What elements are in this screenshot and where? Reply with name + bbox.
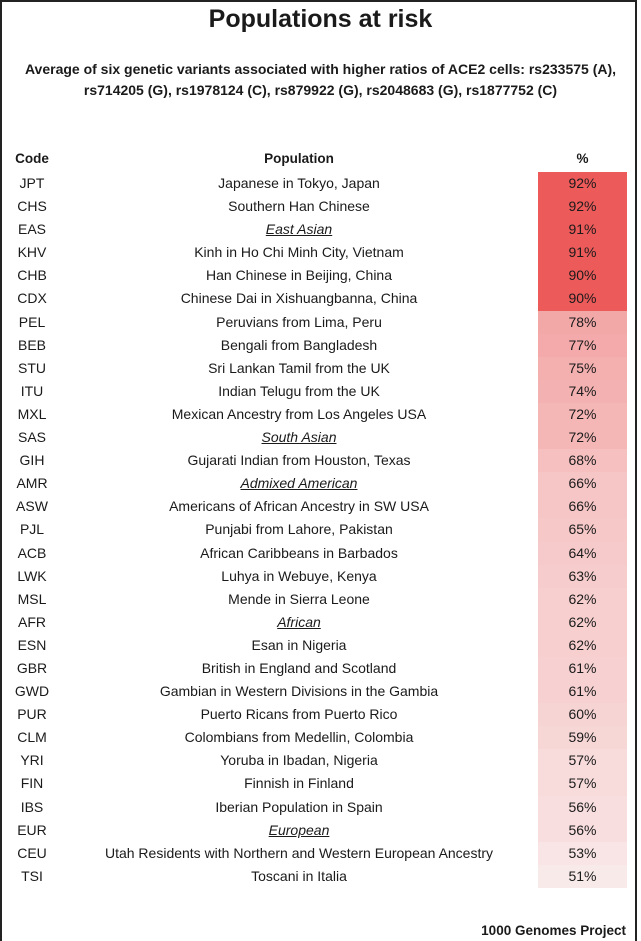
population-code: MXL <box>17 405 47 422</box>
percent-cell: 56% <box>538 819 627 842</box>
population-name: Southern Han Chinese <box>228 198 370 215</box>
population-code: BEB <box>17 336 46 353</box>
table-row <box>2 588 639 611</box>
percent-cell: 60% <box>538 703 627 726</box>
region-name: Admixed American <box>240 475 358 492</box>
population-code: AMR <box>16 475 48 492</box>
population-name: Esan in Nigeria <box>251 636 347 653</box>
percent-cell: 59% <box>538 726 627 749</box>
population-name: Utah Residents with Northern and Western European Ancestry <box>104 844 494 861</box>
table-row <box>2 657 639 680</box>
population-code: GBR <box>16 659 48 676</box>
population-name: Iberian Population in Spain <box>215 798 383 815</box>
population-code: CHB <box>17 267 47 284</box>
table-row <box>2 634 639 657</box>
percent-cell: 62% <box>538 611 627 634</box>
population-code: ITU <box>20 382 44 399</box>
percent-cell: 72% <box>538 403 627 426</box>
population-code: KHV <box>17 244 47 261</box>
percent-cell: 68% <box>538 449 627 472</box>
population-code: ACB <box>17 544 47 561</box>
table-row <box>2 749 639 772</box>
population-table <box>2 172 639 888</box>
table-row <box>2 311 639 334</box>
population-code: CHS <box>17 198 47 215</box>
table-row <box>2 680 639 703</box>
column-header-percent: % <box>576 151 589 166</box>
percent-cell: 72% <box>538 426 627 449</box>
percent-cell: 56% <box>538 796 627 819</box>
population-code: AFR <box>18 613 46 630</box>
population-code: SAS <box>17 429 46 446</box>
population-code: ESN <box>17 636 47 653</box>
table-row <box>2 172 639 195</box>
percent-cell: 74% <box>538 380 627 403</box>
percent-cell: 61% <box>538 657 627 680</box>
table-row <box>2 472 639 495</box>
table-row <box>2 357 639 380</box>
population-name: Mexican Ancestry from Los Angeles USA <box>171 405 427 422</box>
percent-cell: 64% <box>538 542 627 565</box>
percent-cell: 90% <box>538 264 627 287</box>
population-code: LWK <box>17 567 47 584</box>
percent-cell: 51% <box>538 865 627 888</box>
population-name: Chinese Dai in Xishuangbanna, China <box>180 290 418 307</box>
population-name: Japanese in Tokyo, Japan <box>218 175 380 191</box>
table-row <box>2 703 639 726</box>
table-row <box>2 796 639 819</box>
percent-cell: 77% <box>538 334 627 357</box>
population-name: Gambian in Western Divisions in the Gambia <box>159 683 439 700</box>
population-code: PEL <box>18 313 46 330</box>
population-name: Sri Lankan Tamil from the UK <box>208 359 390 376</box>
region-name: European <box>268 821 330 838</box>
table-row <box>2 264 639 287</box>
percent-cell: 62% <box>538 588 627 611</box>
percent-cell: 91% <box>538 241 627 264</box>
percent-cell: 66% <box>538 495 627 518</box>
population-name: Han Chinese in Beijing, China <box>206 267 392 284</box>
percent-cell: 78% <box>538 311 627 334</box>
population-name: Punjabi from Lahore, Pakistan <box>205 521 393 538</box>
region-name: East Asian <box>265 221 333 238</box>
table-row <box>2 218 639 241</box>
percent-cell: 66% <box>538 472 627 495</box>
table-row <box>2 449 639 472</box>
population-name: Bengali from Bangladesh <box>220 336 378 353</box>
percent-cell: 53% <box>538 842 627 865</box>
percent-cell: 91% <box>538 218 627 241</box>
page-title: Populations at risk <box>208 5 433 33</box>
population-code: GWD <box>14 683 50 700</box>
population-code: GIH <box>19 452 45 469</box>
table-row <box>2 426 639 449</box>
table-row <box>2 842 639 865</box>
population-code: CLM <box>17 729 47 746</box>
column-header-code: Code <box>15 151 49 166</box>
population-name: Mende in Sierra Leone <box>228 590 370 607</box>
source-credit: 1000 Genomes Project <box>481 923 626 938</box>
population-name: British in England and Scotland <box>201 659 397 676</box>
population-name: Gujarati Indian from Houston, Texas <box>187 452 411 469</box>
population-name: Yoruba in Ibadan, Nigeria <box>220 752 378 769</box>
population-name: Puerto Ricans from Puerto Rico <box>200 706 398 723</box>
percent-cell: 65% <box>538 518 627 541</box>
table-row <box>2 241 639 264</box>
population-code: YRI <box>20 752 44 769</box>
table-row <box>2 542 639 565</box>
table-row <box>2 865 639 888</box>
table-row <box>2 772 639 795</box>
population-name: Peruvians from Lima, Peru <box>216 313 382 330</box>
population-code: STU <box>18 359 46 376</box>
percent-cell: 57% <box>538 772 627 795</box>
population-code: ASW <box>16 498 48 515</box>
population-name: Toscani in Italia <box>251 867 347 884</box>
table-row <box>2 518 639 541</box>
table-row <box>2 495 639 518</box>
column-header-population: Population <box>264 151 334 166</box>
population-name: Luhya in Webuye, Kenya <box>221 567 377 584</box>
table-row <box>2 195 639 218</box>
percent-cell: 57% <box>538 749 627 772</box>
table-row <box>2 819 639 842</box>
population-name: Kinh in Ho Chi Minh City, Vietnam <box>194 244 404 261</box>
population-code: CDX <box>17 290 47 307</box>
table-row <box>2 565 639 588</box>
percent-cell: 75% <box>538 357 627 380</box>
population-code: EAS <box>17 221 46 238</box>
table-row <box>2 726 639 749</box>
percent-cell: 62% <box>538 634 627 657</box>
table-row <box>2 611 639 634</box>
table-row <box>2 334 639 357</box>
population-name: Colombians from Medellin, Colombia <box>184 729 414 746</box>
population-code: MSL <box>17 590 47 607</box>
percent-cell: 92% <box>538 172 627 195</box>
table-row <box>2 287 639 310</box>
population-code: PJL <box>19 521 45 538</box>
population-name: African Caribbeans in Barbados <box>200 544 398 561</box>
table-row <box>2 403 639 426</box>
population-code: TSI <box>21 867 43 884</box>
table-row <box>2 380 639 403</box>
percent-cell: 61% <box>538 680 627 703</box>
subtitle: Average of six genetic variants associated with higher ratios of ACE2 cells: rs233575 (A), rs714205 (G), rs1978124 (C), rs879922 (G), rs2048683 (G), rs1877752 (C) <box>24 61 617 98</box>
region-name: South Asian <box>261 429 337 446</box>
population-code: EUR <box>17 821 47 838</box>
region-name: African <box>277 613 321 630</box>
population-code: CEU <box>17 844 47 861</box>
population-name: Americans of African Ancestry in SW USA <box>169 498 429 515</box>
percent-cell: 63% <box>538 565 627 588</box>
population-code: PUR <box>17 706 47 723</box>
population-code: JPT <box>19 175 45 191</box>
population-code: FIN <box>20 775 44 792</box>
percent-cell: 92% <box>538 195 627 218</box>
population-name: Finnish in Finland <box>244 775 354 792</box>
population-code: IBS <box>20 798 44 815</box>
percent-cell: 90% <box>538 287 627 310</box>
population-name: Indian Telugu from the UK <box>218 382 380 399</box>
